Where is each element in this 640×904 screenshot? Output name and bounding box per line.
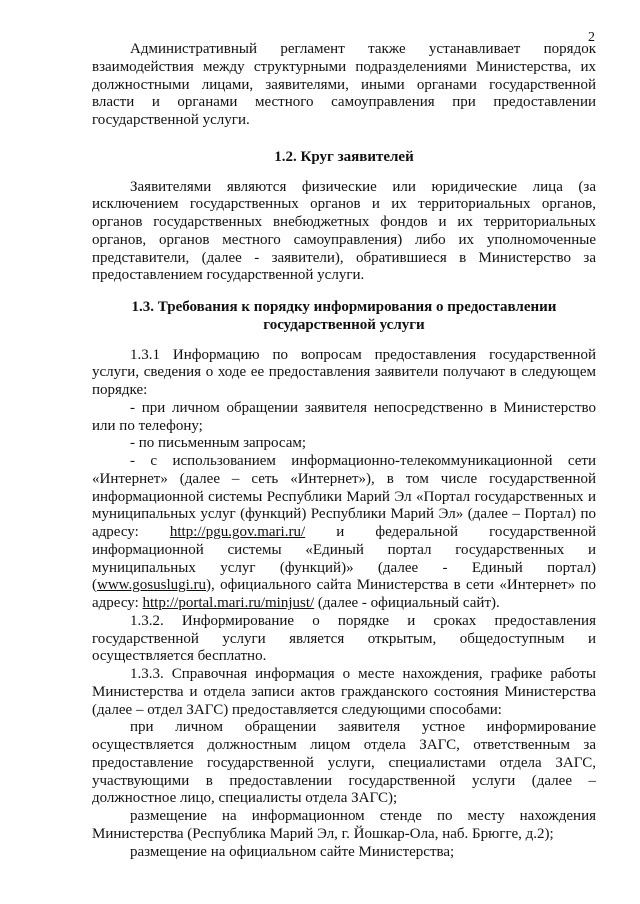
internet-text-part-2: и федеральной государственной информационной системы «Единый портал государственных и муниципальных услуг (функций)» (далее - Единый портал) ( xyxy=(92,524,596,594)
gosuslugi-link[interactable]: www.gosuslugi.ru xyxy=(97,577,207,594)
list-item-written-request: - по письменным запросам; xyxy=(130,435,307,452)
paragraph-1-3-3: 1.3.3. Справочная информация о месте нахождения, графике работы Министерства и отдела записи актов гражданского состояния Министерства (далее – отдел ЗАГС) предоставляется следующими способами: xyxy=(92,666,596,718)
method-personal-visit: при личном обращении заявителя устное информирование осуществляется должностным лицом отдела ЗАГС, ответственным за предоставление государственной услуги, специалистами отдела ЗАГС, участвующими в предоставлении государственной услуги (далее – должностное лицо, специалисты отдела ЗАГС); xyxy=(92,719,596,807)
list-item-internet xyxy=(92,453,596,613)
internet-text-part-4: (далее - официальный сайт). xyxy=(314,595,500,611)
internet-text-part-3: ), официального сайта Министерства в сети «Интернет» по адресу: xyxy=(92,577,596,611)
section-heading-applicants: 1.2. Круг заявителей xyxy=(274,148,414,165)
paragraph-1-3-2: 1.3.2. Информирование о порядке и сроках предоставления государственной услуги является открытым, общедоступным и осуществляется бесплатно. xyxy=(92,612,596,665)
paragraph-1-3-1: 1.3.1 Информацию по вопросам предоставления государственной услуги, сведения о ходе ее предоставления заявители получают в следующем порядке: xyxy=(92,346,596,398)
list-item-personal-request: - при личном обращении заявителя непосредственно в Министерство или по телефону; xyxy=(92,399,596,434)
method-official-site: размещение на официальном сайте Министерства; xyxy=(130,843,455,860)
applicants-paragraph: Заявителями являются физические или юридические лица (за исключением государственных органов и их территориальных органов, органов государственных внебюджетных фондов и их территориальных органов, органов местного самоуправления) либо их уполномоченные представители, (далее - заявители), обратившиеся в Министерство за предоставлением государственной услуги. xyxy=(92,178,596,284)
section-heading-information-requirements: 1.3. Требования к порядку информирования о предоставлении государственной услуги xyxy=(131,299,557,333)
official-site-link[interactable]: http://portal.mari.ru/minjust/ xyxy=(142,595,315,611)
internet-text-part-1: - с использованием информационно-телекоммуникационной сети «Интернет» (далее – сеть «Интернет»), в том числе государственной информационной системы Республики Марий Эл «Портал государственных и муниципальных услуг (функций) Республики Марий Эл» (далее – Портал) по адресу: xyxy=(92,453,596,540)
portal-link[interactable]: http://pgu.gov.mari.ru/ xyxy=(169,524,306,540)
intro-paragraph: Административный регламент также устанавливает порядок взаимодействия между структурными подразделениями Министерства, их должностными лицами, заявителями, иными органами государственной власти и органами местного самоуправления при предоставлении государственной услуги. xyxy=(92,41,596,128)
page-number: 2 xyxy=(588,30,595,45)
document-body xyxy=(92,41,596,861)
method-information-stand: размещение на информационном стенде по месту нахождения Министерства (Республика Марий Эл, г. Йошкар-Ола, наб. Брюгге, д.2); xyxy=(92,808,596,842)
